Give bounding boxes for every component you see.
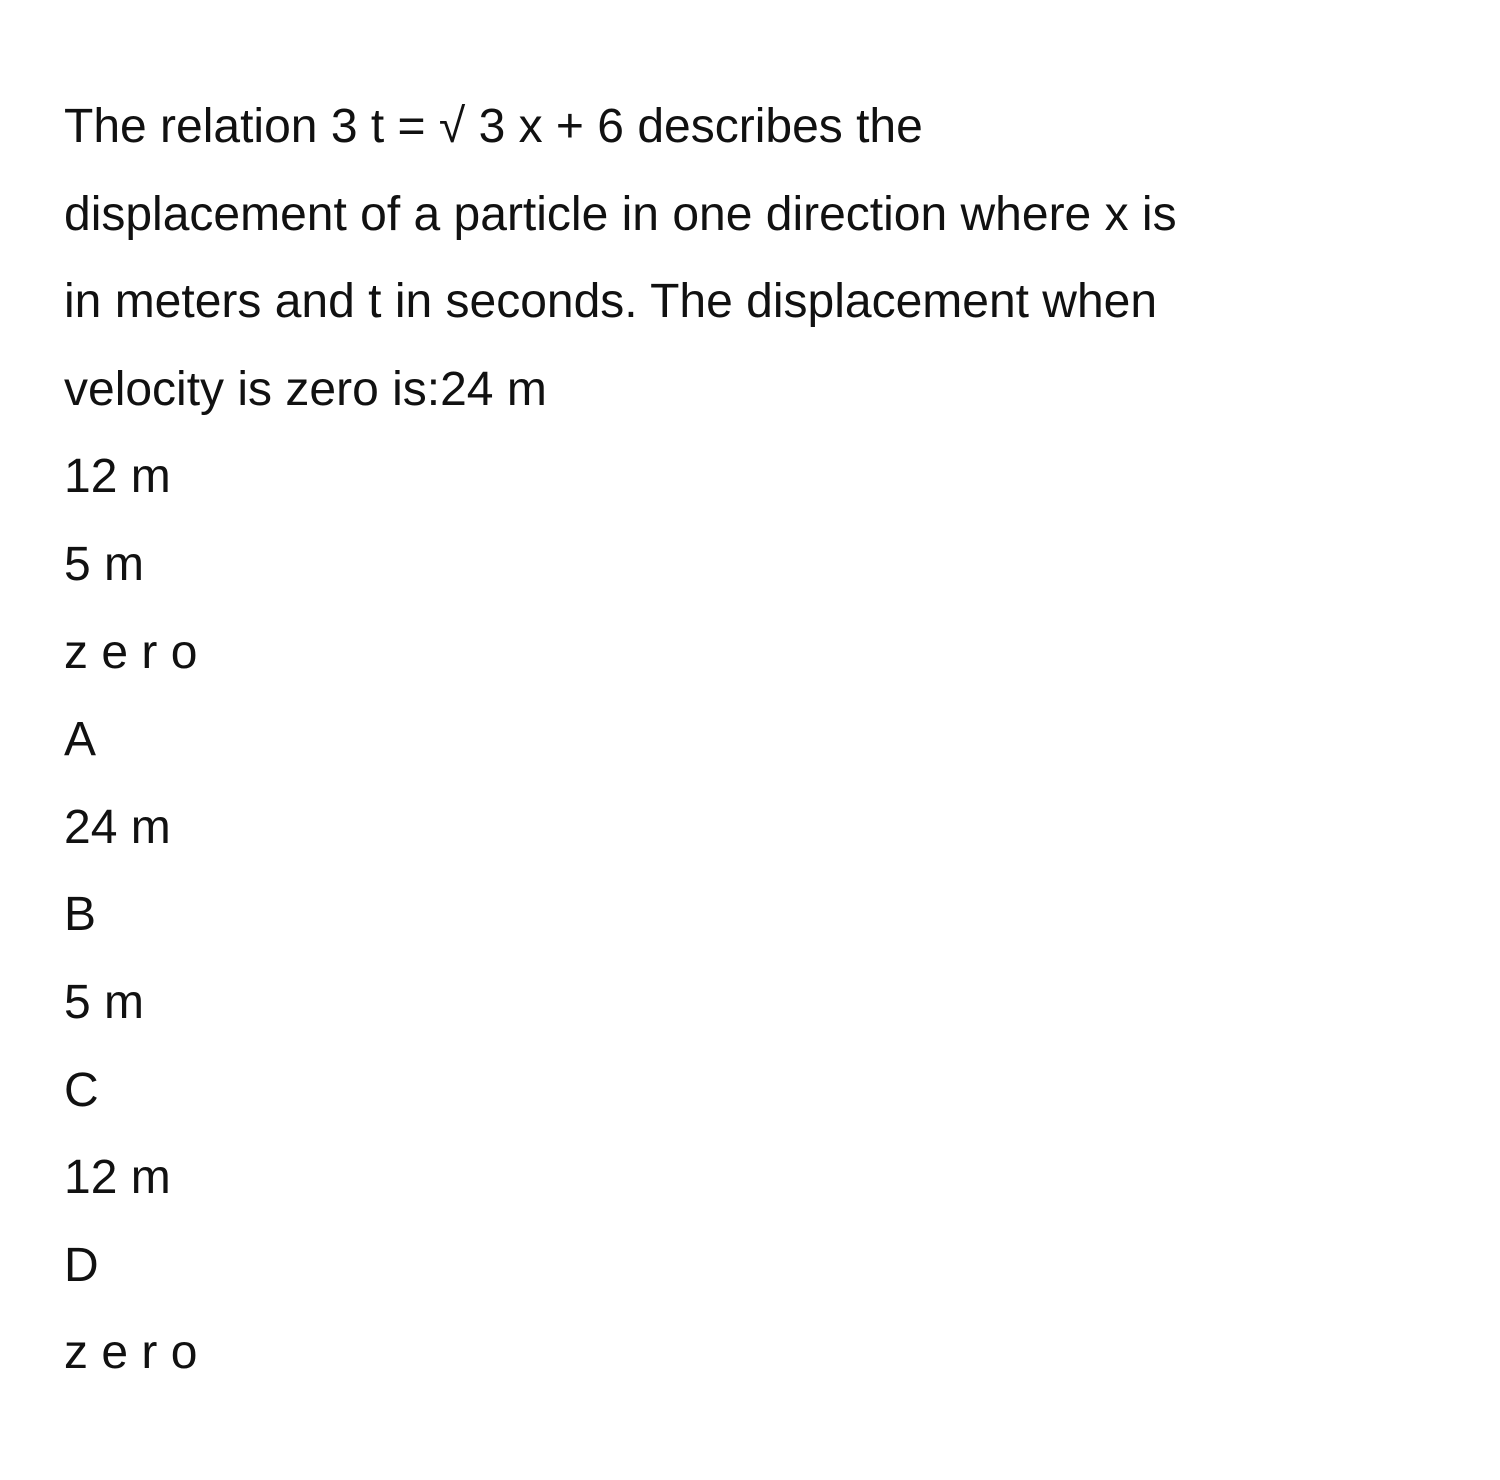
inline-choice: 12 m [64,450,171,504]
question-document [64,83,1454,1397]
option-value-c[interactable]: 12 m [64,1151,171,1205]
question-line: in meters and t in seconds. The displacement when [64,275,1158,329]
question-line: displacement of a particle in one direction where x is [64,187,1177,241]
inline-choice: 5 m [64,537,145,591]
option-value-a[interactable]: 24 m [64,800,171,854]
option-letter-b[interactable]: B [64,888,97,942]
question-line: The relation 3 t = √ 3 x + 6 describes the [64,100,923,153]
inline-choice: z e r o [64,625,198,679]
inline-choices [64,433,1454,696]
option-letter-d[interactable]: D [64,1238,99,1292]
option-list [64,696,1454,1397]
option-value-d[interactable]: z e r o [64,1326,198,1380]
question-text [64,83,1454,433]
option-value-b[interactable]: 5 m [64,975,145,1029]
option-letter-c[interactable]: C [64,1063,99,1117]
question-line: velocity is zero is:24 m [64,362,547,416]
option-letter-a[interactable]: A [64,713,97,767]
